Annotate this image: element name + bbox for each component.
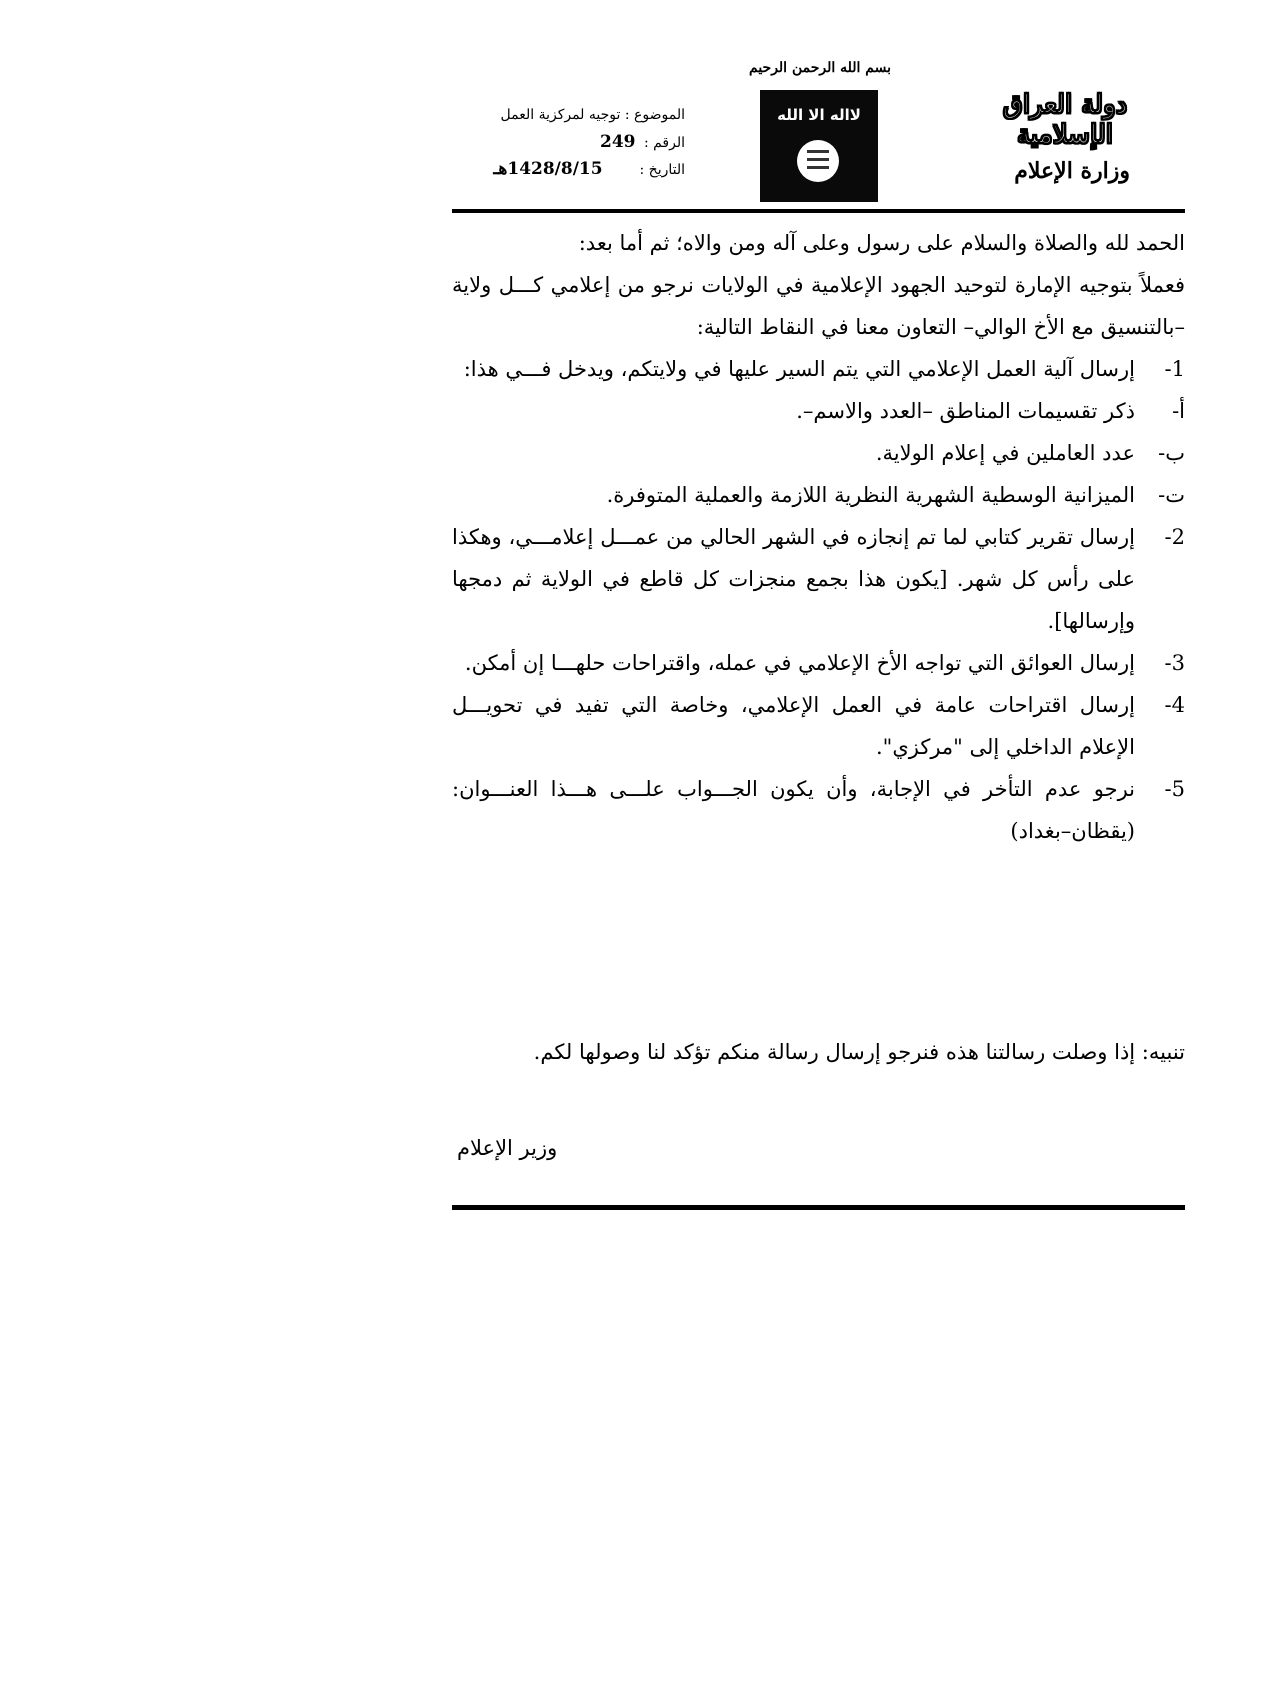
subject-row bbox=[460, 102, 685, 129]
item-text: إرسال آلية العمل الإعلامي التي يتم السير عليها في ولايتكم، ويدخل فـــي هذا: bbox=[463, 357, 1135, 381]
item-marker: أ- bbox=[1172, 399, 1185, 423]
notice: تنبيه: إذا وصلت رسالتنا هذه فنرجو إرسال رسالة منكم تؤكد لنا وصولها لكم. bbox=[533, 1040, 1185, 1064]
subject-label: الموضوع : bbox=[624, 107, 685, 123]
intro-paragraph: فعملاً بتوجيه الإمارة لتوحيد الجهود الإعلامية في الولايات نرجو من إعلامي كـــل ولاية –بالتنسيق مع الأخ الوالي– التعاون معنا في النقاط التالية: bbox=[452, 273, 1185, 339]
list-item bbox=[452, 390, 1185, 432]
greeting: الحمد لله والصلاة والسلام على رسول وعلى آله ومن والاه؛ ثم أما بعد: bbox=[578, 231, 1185, 255]
list-item bbox=[452, 474, 1185, 516]
signature: وزير الإعلام bbox=[457, 1136, 558, 1160]
black-banner-emblem bbox=[760, 90, 878, 202]
footer-divider bbox=[452, 1205, 1185, 1210]
letter-body bbox=[452, 222, 1185, 852]
number-value: 249 bbox=[599, 132, 636, 152]
list-item bbox=[452, 516, 1185, 642]
document-metadata bbox=[460, 102, 685, 183]
signature-block bbox=[452, 1136, 1185, 1160]
seal-icon bbox=[797, 140, 839, 182]
date-row bbox=[460, 156, 685, 183]
list-item bbox=[452, 684, 1185, 768]
item-marker: ت- bbox=[1158, 483, 1185, 507]
state-logo-text: دولة العراق الإسلامية bbox=[1002, 90, 1128, 150]
item-text: نرجو عدم التأخر في الإجابة، وأن يكون الجـــواب علـــى هـــذا العنـــوان: (يقظان–بغداد) bbox=[452, 777, 1135, 843]
item-text: عدد العاملين في إعلام الولاية. bbox=[875, 441, 1135, 465]
list-item bbox=[452, 348, 1185, 390]
item-marker: 5- bbox=[1164, 777, 1185, 801]
item-marker: 2- bbox=[1164, 525, 1185, 549]
ministry-name: وزارة الإعلام bbox=[1014, 158, 1130, 184]
item-text: ذكر تقسيمات المناطق –العدد والاسم–. bbox=[796, 399, 1135, 423]
list-item bbox=[452, 642, 1185, 684]
header-divider bbox=[452, 209, 1185, 213]
item-marker: 4- bbox=[1164, 693, 1185, 717]
item-text: إرسال العوائق التي تواجه الأخ الإعلامي في عمله، واقتراحات حلهـــا إن أمكن. bbox=[464, 651, 1135, 675]
subject-value: توجيه لمركزية العمل bbox=[500, 107, 621, 123]
list-item bbox=[452, 432, 1185, 474]
list-item bbox=[452, 768, 1185, 852]
number-label: الرقم : bbox=[643, 135, 685, 151]
item-marker: ب- bbox=[1158, 441, 1185, 465]
item-text: إرسال تقرير كتابي لما تم إنجازه في الشهر الحالي من عمـــل إعلامـــي، وهكذا على رأس كل شهر. [يكون هذا بجمع منجزات كل قاطع في الولاية ثم دمجها وإرسالها]. bbox=[452, 525, 1135, 633]
banner-text: لااله الا الله bbox=[777, 106, 861, 124]
item-text: الميزانية الوسطية الشهرية النظرية اللازمة والعملية المتوفرة. bbox=[606, 483, 1135, 507]
date-value: 1428/8/15هـ bbox=[493, 159, 603, 179]
state-logo bbox=[955, 90, 1175, 148]
item-text: إرسال اقتراحات عامة في العمل الإعلامي، وخاصة التي تفيد في تحويـــل الإعلام الداخلي إلى "مركزي". bbox=[452, 693, 1135, 759]
number-row bbox=[460, 129, 685, 156]
item-marker: 3- bbox=[1164, 651, 1185, 675]
date-label: التاريخ : bbox=[639, 162, 685, 178]
item-marker: 1- bbox=[1164, 357, 1185, 381]
basmala: بسم الله الرحمن الرحيم bbox=[749, 60, 891, 76]
